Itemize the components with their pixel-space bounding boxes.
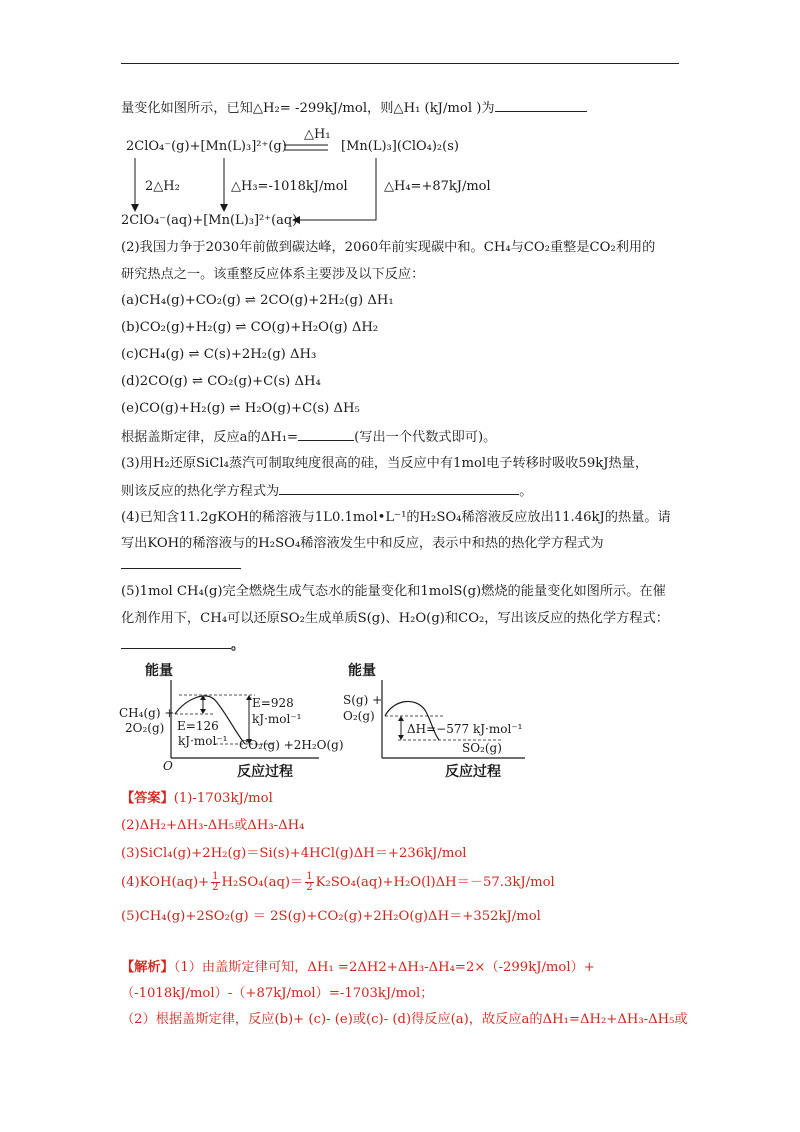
q3-end: 。 <box>519 484 533 499</box>
q5-line-1: (5)1mol CH₄(g)完全燃烧生成气态水的能量变化和1molS(g)燃烧的能量变化如图所示。在催 <box>121 584 666 599</box>
answer-blank-2 <box>298 428 354 441</box>
answer-5: (5)CH₄(g)+2SO₂(g) ＝ 2S(g)+CO₂(g)+2H₂O(g)ΔH＝+352kJ/mol <box>121 909 541 924</box>
answer-blank-4 <box>121 556 241 569</box>
cycle-dh2: 2△H₂ <box>145 179 180 194</box>
q4-blank-line <box>121 556 241 575</box>
q2-ask-end: (写出一个代数式即可)。 <box>354 430 497 445</box>
cycle-bottom: 2ClO₄⁻(aq)+[Mn(L)₃]²⁺(aq) <box>121 213 298 228</box>
right-dh-head-up <box>398 716 404 721</box>
q2-line-2: 研究热点之一。该重整反应体系主要涉及以下反应： <box>121 267 425 282</box>
right-product: SO₂(g) <box>462 741 502 755</box>
energy-diagrams <box>115 660 535 780</box>
q5-end: 。 <box>231 638 245 653</box>
right-ylabel: 能量 <box>348 663 376 679</box>
answer-4-part-3: K₂SO₄(aq)+H₂O(l)ΔH＝－57.3kJ/mol <box>315 875 555 890</box>
right-dh-head-down <box>398 735 404 740</box>
header-rule <box>121 63 679 64</box>
answer-tag: 【答案】 <box>121 791 174 806</box>
left-e1-unit: kJ·mol⁻¹ <box>178 734 228 748</box>
answer-2: (2)ΔH₂+ΔH₃-ΔH₅或ΔH₃-ΔH₄ <box>121 818 305 833</box>
intro-line <box>121 99 587 118</box>
reaction-d: (d)2CO(g) ⇌ CO₂(g)+C(s) ΔH₄ <box>121 374 321 389</box>
left-e1-head-down <box>200 709 206 714</box>
q3-line-1: (3)用H₂还原SiCl₄蒸汽可制取纯度很高的硅，当反应中有1mol电子转移时吸收59kJ热量， <box>121 456 649 471</box>
fraction-half-2: $\frac{1}{2}$ <box>306 871 313 893</box>
right-reactant-1: S(g) + <box>343 693 383 707</box>
left-xlabel: 反应过程 <box>237 764 293 780</box>
answer-blank-3 <box>279 482 519 495</box>
reaction-e: (e)CO(g)+H₂(g) ⇌ H₂O(g)+C(s) ΔH₅ <box>121 401 360 416</box>
q2-line-1: (2)我国力争于2030年前做到碳达峰，2060年前实现碳中和。CH₄与CO₂重整是CO₂利用的 <box>121 240 656 255</box>
hess-cycle-diagram <box>121 120 541 230</box>
cycle-top-left: 2ClO₄⁻(g)+[Mn(L)₃]²⁺(g) <box>126 139 287 154</box>
cycle-dh3: △H₃=-1018kJ/mol <box>231 179 348 194</box>
answer-4-part-1: (4)KOH(aq)+ <box>121 875 210 890</box>
answer-1 <box>121 790 273 808</box>
q2-ask <box>121 428 496 447</box>
left-origin: O <box>163 759 173 773</box>
right-dh-label: ΔH=−577 kJ·mol⁻¹ <box>407 722 523 736</box>
fraction-half-1: $\frac{1}{2}$ <box>212 871 219 893</box>
analysis-tag: 【解析】 <box>121 960 174 975</box>
q5-blank-line <box>121 636 244 655</box>
right-xlabel: 反应过程 <box>445 764 501 780</box>
left-e2-unit: kJ·mol⁻¹ <box>252 712 302 726</box>
left-e2-value: E=928 <box>252 696 294 710</box>
analysis-line-2: （-1018kJ/mol）-（+87kJ/mol）=-1703kJ/mol； <box>121 986 434 1001</box>
q4-line-2: 写出KOH的稀溶液与的H₂SO₄稀溶液发生中和反应，表示中和热的热化学方程式为 <box>121 536 604 551</box>
right-reactant-2: O₂(g) <box>343 709 375 723</box>
answer-4-part-2: H₂SO₄(aq)＝ <box>221 875 304 890</box>
intro-text: 量变化如图所示，已知△H₂= -299kJ/mol，则△H₁ (kJ/mol )为 <box>121 101 495 116</box>
left-ylabel: 能量 <box>145 663 173 679</box>
analysis-line-3: （2）根据盖斯定律，反应(b)+ (c)- (e)或(c)- (d)得反应(a)，故反应a的ΔH₁=ΔH₂+ΔH₃-ΔH₅或 <box>121 1012 688 1027</box>
left-reactant-2: 2O₂(g) <box>125 721 165 735</box>
arrow-dh3-head <box>220 204 228 212</box>
analysis-line-1-text: （1）由盖斯定律可知，ΔH₁ =2ΔH2+ΔH₃-ΔH₄=2×（-299kJ/mol）+ <box>173 960 595 975</box>
reaction-c: (c)CH₄(g) ⇌ C(s)+2H₂(g) ΔH₃ <box>121 347 317 362</box>
answer-blank-1 <box>495 99 587 112</box>
cycle-dh4: △H₄=+87kJ/mol <box>384 179 491 194</box>
reaction-a: (a)CH₄(g)+CO₂(g) ⇌ 2CO(g)+2H₂(g) ΔH₁ <box>121 293 394 308</box>
left-product: CO₂(g) +2H₂O(g) <box>239 738 344 752</box>
arrow-dh2-head <box>131 204 139 212</box>
q5-line-2: 化剂作用下，CH₄可以还原SO₂生成单质S(g)、H₂O(g)和CO₂，写出该反应的热化学方程式： <box>121 611 669 626</box>
q4-line-1: (4)已知含11.2gKOH的稀溶液与1L0.1mol•L⁻¹的H₂SO₄稀溶液反应放出11.46kJ的热量。请 <box>121 510 671 525</box>
answer-1-text: (1)-1703kJ/mol <box>173 791 273 806</box>
q3-line-2 <box>121 482 532 501</box>
q3-ask-text: 则该反应的热化学方程式为 <box>121 484 280 499</box>
answer-4 <box>121 872 555 893</box>
left-reactant-1: CH₄(g) + <box>119 706 175 720</box>
answer-blank-5 <box>121 636 231 649</box>
q2-ask-text: 根据盖斯定律，反应a的ΔH₁= <box>121 430 299 445</box>
left-e1-value: E=126 <box>177 719 219 733</box>
cycle-dh1: △H₁ <box>304 127 331 142</box>
answer-3: (3)SiCl₄(g)+2H₂(g)＝Si(s)+4HCl(g)ΔH＝+236kJ/mol <box>121 846 467 861</box>
analysis-line-1 <box>121 959 595 977</box>
reaction-b: (b)CO₂(g)+H₂(g) ⇌ CO(g)+H₂O(g) ΔH₂ <box>121 320 379 335</box>
cycle-top-right: [Mn(L)₃](ClO₄)₂(s) <box>341 139 459 154</box>
